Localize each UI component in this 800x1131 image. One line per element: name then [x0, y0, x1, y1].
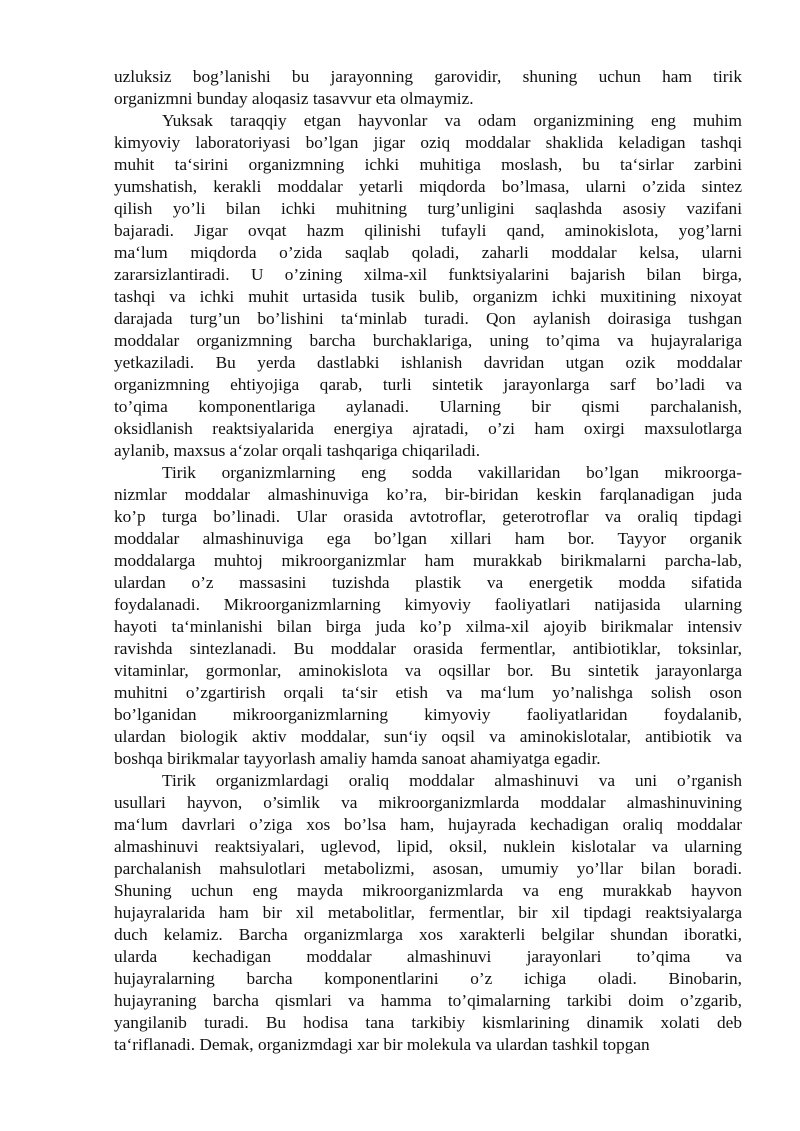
text-line: Tirik organizmlardagi oraliq moddalar almashinuvi va uni o’rganish — [162, 771, 742, 790]
text-line: ulardan biologik aktiv moddalar, sun‘iy oqsil va aminokislotalar, antibiotik va — [114, 727, 742, 746]
text-line: yumshatish, kerakli moddalar yetarli miqdorda bo’lmasa, ularni o’zida sintez — [114, 177, 742, 196]
text-line: duch kelamiz. Barcha organizmlarga xos xarakterli belgilar shundan iboratki, — [114, 925, 742, 944]
text-line: tashqi va ichki muhit urtasida tusik bulib, organizm ichki muxitining nixoyat — [114, 287, 742, 306]
text-line: zararsizlantiradi. U o’zining xilma-xil funktsiyalarini bajarish bilan birga, — [114, 265, 742, 284]
text-line: to’qima komponentlariga aylanadi. Ularning bir qismi parchalanish, — [114, 397, 742, 416]
text-line: nizmlar moddalar almashinuviga ko’ra, bir-biridan keskin farqlanadigan juda — [114, 485, 742, 504]
text-line: ularda kechadigan moddalar almashinuvi jarayonlari to’qima va — [114, 947, 742, 966]
text-line: aylanib, maxsus a‘zolar orqali tashqariga chiqariladi. — [114, 441, 481, 460]
text-line: ravishda sintezlanadi. Bu moddalar orasida fermentlar, antibiotiklar, toksinlar, — [114, 639, 742, 658]
paragraph — [114, 110, 742, 462]
text-line: darajada turg’un bo’lishini ta‘minlab turadi. Qon aylanish doirasiga tushgan — [114, 309, 742, 328]
text-line: muhit ta‘sirini organizmning ichki muhitiga moslash, bu ta‘sirlar zarbini — [114, 155, 742, 174]
text-line: ulardan o’z massasini tuzishda plastik va energetik modda sifatida — [114, 573, 742, 592]
text-line: ma‘lum miqdorda o’zida saqlab qoladi, zaharli moddalar kelsa, ularni — [114, 243, 742, 262]
text-line: ma‘lum davrlari o’ziga xos bo’lsa ham, hujayrada kechadigan oraliq moddalar — [114, 815, 742, 834]
text-line: Shuning uchun eng mayda mikroorganizmlarda va eng murakkab hayvon — [114, 881, 742, 900]
text-line: moddalar almashinuviga ega bo’lgan xillari ham bor. Tayyor organik — [114, 529, 742, 548]
paragraph — [114, 66, 742, 110]
text-line: Tirik organizmlarning eng sodda vakillaridan bo’lgan mikroorga- — [162, 463, 742, 482]
text-line: yangilanib turadi. Bu hodisa tana tarkibiy kismlarining dinamik xolati deb — [114, 1013, 742, 1032]
text-line: bo’lganidan mikroorganizmlarning kimyoviy faoliyatlaridan foydalanib, — [114, 705, 742, 724]
text-line: hayoti ta‘minlanishi bilan birga juda ko’p xilma-xil ajoyib birikmalar intensiv — [114, 617, 742, 636]
text-line: foydalanadi. Mikroorganizmlarning kimyoviy faoliyatlari natijasida ularning — [114, 595, 742, 614]
text-line: hujayralarning barcha komponentlarini o’z ichiga oladi. Binobarin, — [114, 969, 742, 988]
document-page — [114, 66, 742, 1056]
text-line: vitaminlar, gormonlar, aminokislota va oqsillar bor. Bu sintetik jarayonlarga — [114, 661, 742, 680]
paragraph — [114, 770, 742, 1056]
text-line: hujayraning barcha qismlari va hamma to’qimalarning tarkibi doim o’zgarib, — [114, 991, 742, 1010]
text-line: bajaradi. Jigar ovqat hazm qilinishi tufayli qand, aminokislota, yog’larni — [114, 221, 742, 240]
text-line: hujayralarida ham bir xil metabolitlar, fermentlar, bir xil tipdagi reaktsiyalarga — [114, 903, 742, 922]
text-line: muhitni o’zgartirish orqali ta‘sir etish va ma‘lum yo’nalishga solish oson — [114, 683, 742, 702]
text-line: ta‘riflanadi. Demak, organizmdagi xar bir molekula va ulardan tashkil topgan — [114, 1035, 650, 1054]
text-line: moddalar organizmning barcha burchaklariga, uning to’qima va hujayralariga — [114, 331, 742, 350]
text-line: Yuksak taraqqiy etgan hayvonlar va odam organizmining eng muhim — [162, 111, 742, 130]
text-line: kimyoviy laboratoriyasi bo’lgan jigar oziq moddalar shaklida keladigan tashqi — [114, 133, 742, 152]
text-line: uzluksiz bog’lanishi bu jarayonning garovidir, shuning uchun ham tirik — [114, 67, 742, 86]
text-line: boshqa birikmalar tayyorlash amaliy hamda sanoat ahamiyatga egadir. — [114, 749, 601, 768]
text-line: moddalarga muhtoj mikroorganizmlar ham murakkab birikmalarni parcha-lab, — [114, 551, 742, 570]
text-line: yetkaziladi. Bu yerda dastlabki ishlanish davridan utgan ozik moddalar — [114, 353, 742, 372]
text-line: ko’p turga bo’linadi. Ular orasida avtotroflar, geterotroflar va oraliq tipdagi — [114, 507, 742, 526]
text-line: parchalanish mahsulotlari metabolizmi, asosan, umumiy yo’llar bilan boradi. — [114, 859, 742, 878]
text-line: oksidlanish reaktsiyalarida energiya ajratadi, o’zi ham oxirgi maxsulotlarga — [114, 419, 742, 438]
text-line: organizmning ehtiyojiga qarab, turli sintetik jarayonlarga sarf bo’ladi va — [114, 375, 742, 394]
text-line: almashinuvi reaktsiyalari, uglevod, lipid, oksil, nuklein kislotalar va ularning — [114, 837, 742, 856]
text-line: usullari hayvon, o’simlik va mikroorganizmlarda moddalar almashinuvining — [114, 793, 742, 812]
text-line: organizmni bunday aloqasiz tasavvur eta olmaymiz. — [114, 89, 474, 108]
paragraph — [114, 462, 742, 770]
text-line: qilish yo’li bilan ichki muhitning turg’unligini saqlashda asosiy vazifani — [114, 199, 742, 218]
